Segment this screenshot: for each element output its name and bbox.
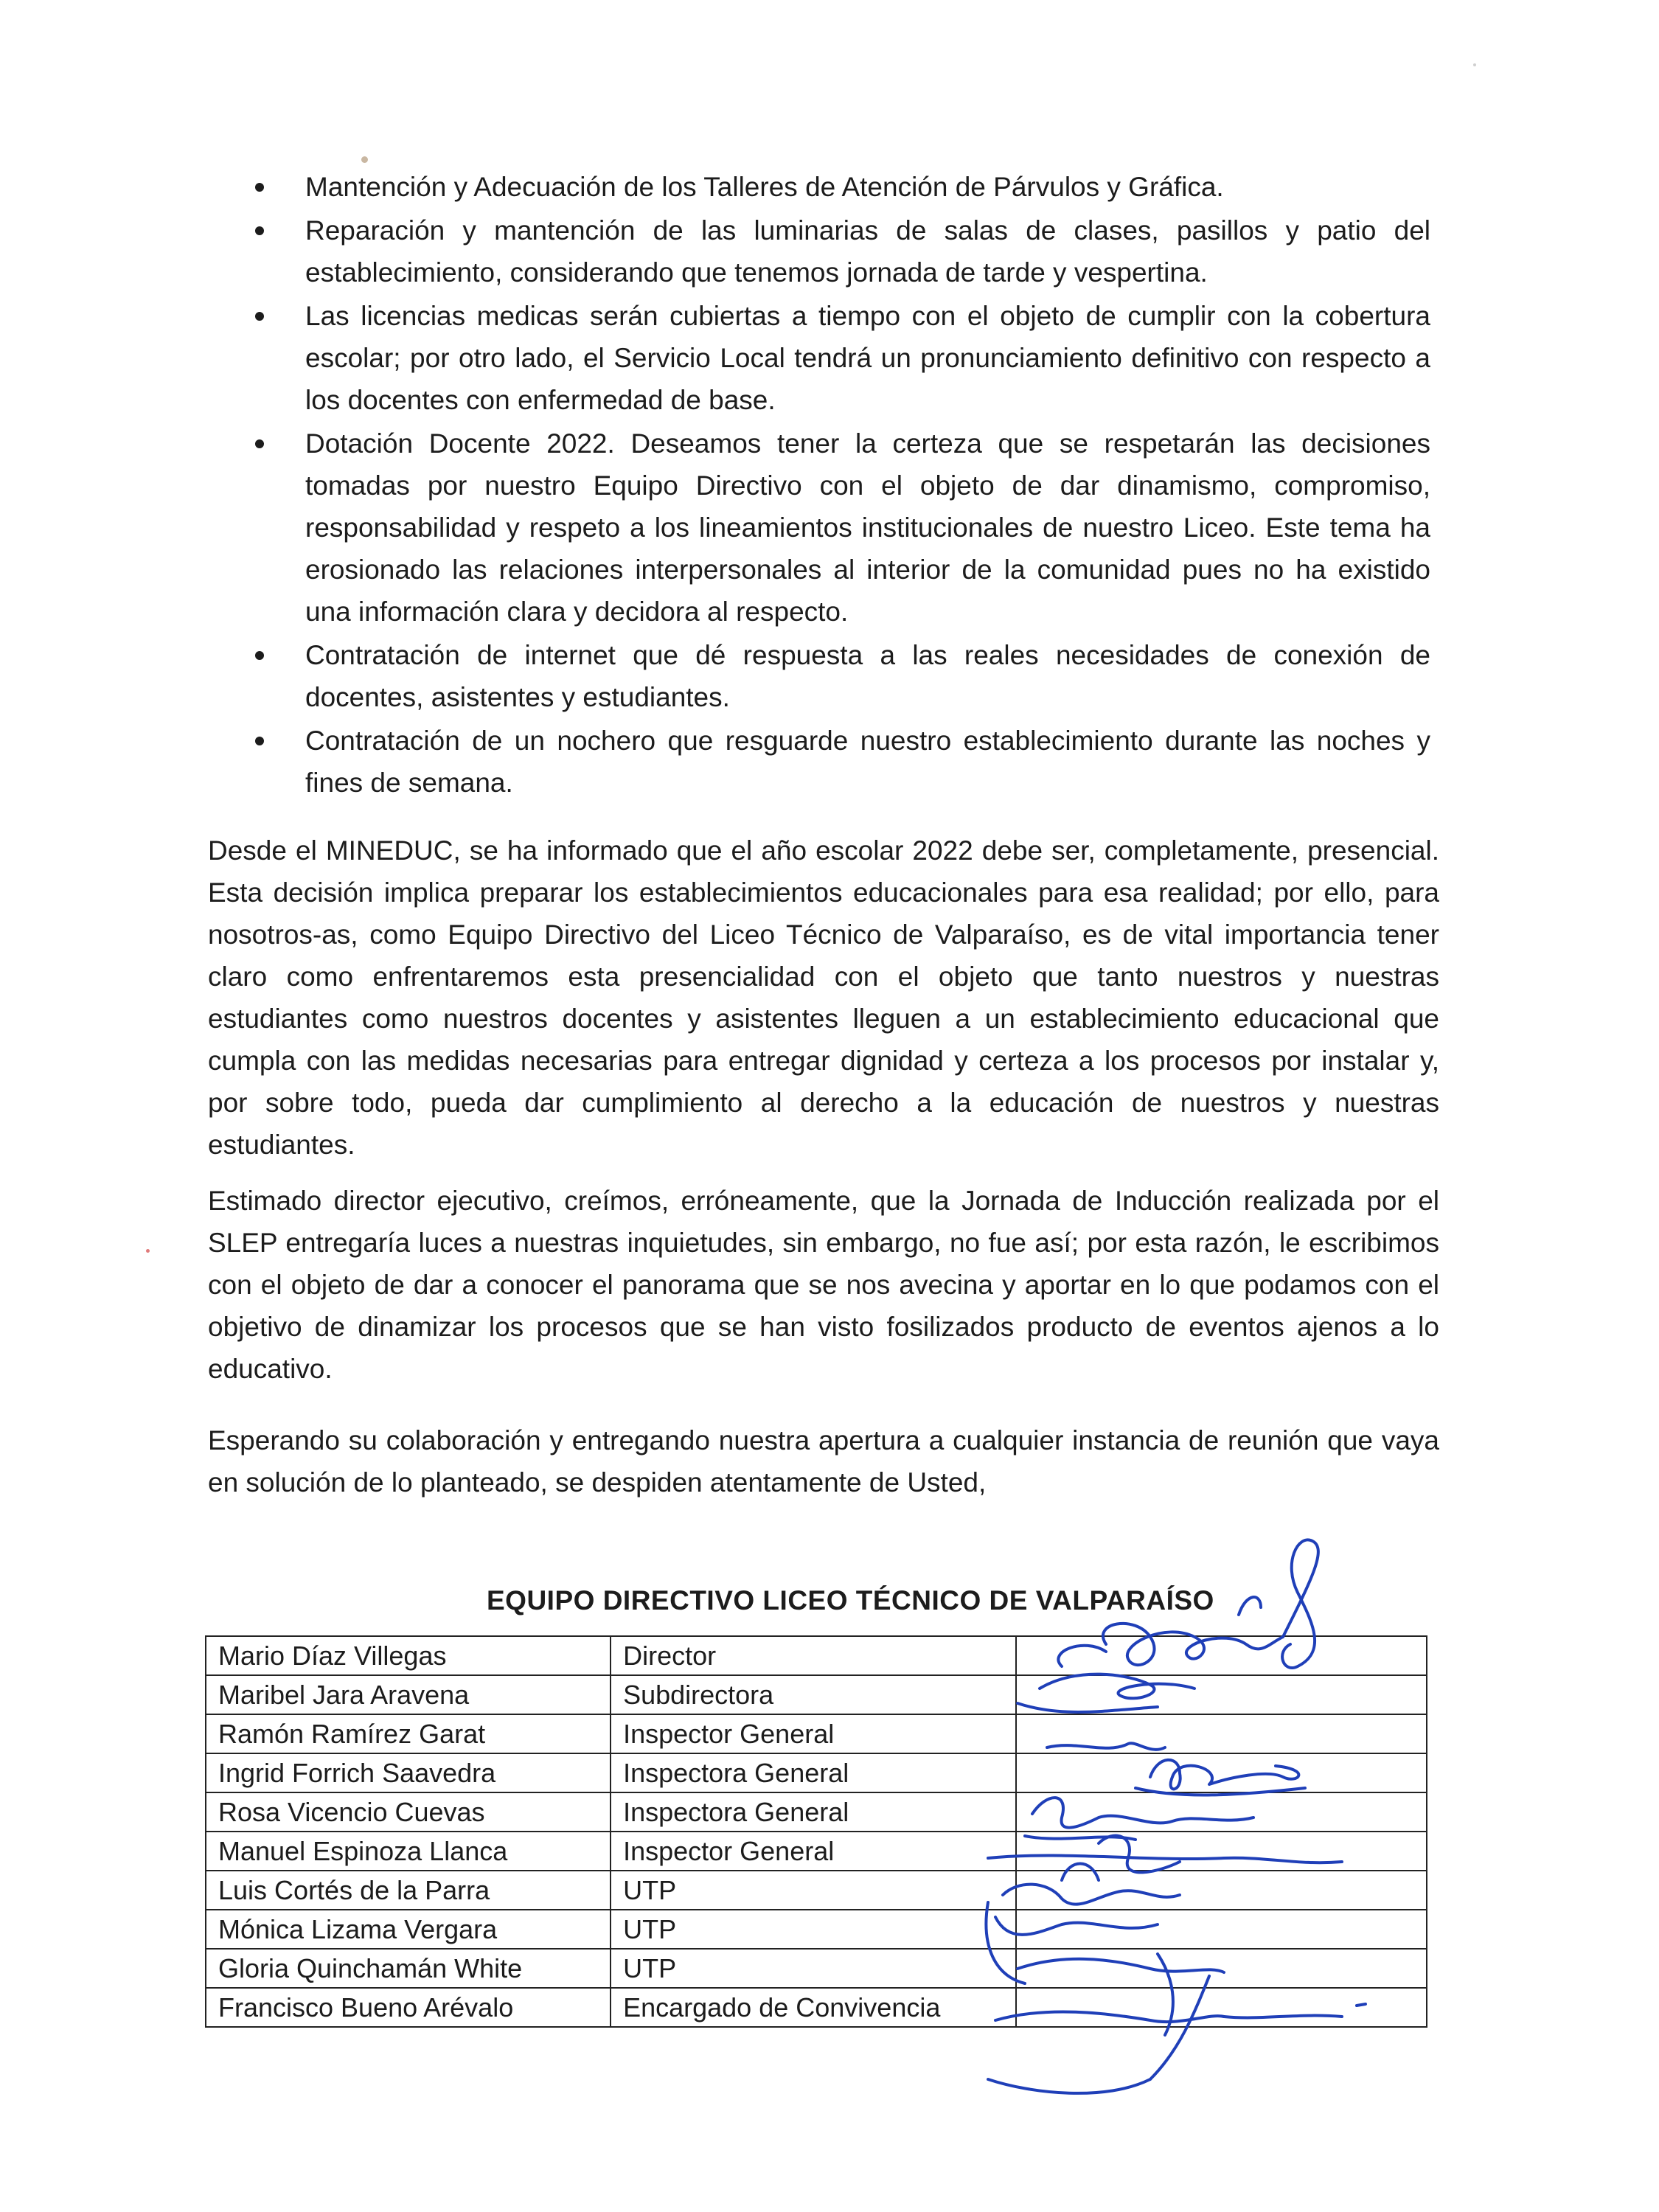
table-row [206,1636,1427,1675]
member-role: Inspectora General [611,1792,1016,1832]
table-row [206,1949,1427,1988]
list-item [243,720,1430,804]
scan-speck [361,156,368,163]
list-item [243,634,1430,718]
signature-cell [1016,1636,1427,1675]
table-row [206,1714,1427,1753]
table-row [206,1832,1427,1871]
table-row [206,1871,1427,1910]
member-name: Francisco Bueno Arévalo [206,1988,611,2027]
list-item-text: Reparación y mantención de las luminarias de salas de clases, pasillos y patio del establecimiento, considerando que tenemos jornada de tarde y vespertina. [305,215,1430,288]
member-role: Encargado de Convivencia [611,1988,1016,2027]
member-role: Subdirectora [611,1675,1016,1714]
list-item [243,295,1430,421]
list-item-text: Contratación de un nochero que resguarde nuestro establecimiento durante las noches y fines de semana. [305,726,1430,798]
member-role: Inspector General [611,1714,1016,1753]
paragraph-induction: Estimado director ejecutivo, creímos, erróneamente, que la Jornada de Inducción realizada por el SLEP entregaría luces a nuestras inquietudes, sin embargo, no fue así; por esta razón, le escribimos con el objeto de dar a conocer el panorama que se nos avecina y aportar en lo que podamos con el objetivo de dinamizar los procesos que se han visto fosilizados producto de eventos ajenos a lo educativo. [208,1186,1439,1384]
list-item [243,422,1430,633]
table-row [206,1675,1427,1714]
signature-cell [1016,1753,1427,1792]
bullet-dot-icon [255,312,264,321]
signature-cell [1016,1792,1427,1832]
bullet-dot-icon [255,651,264,660]
member-name: Mónica Lizama Vergara [206,1910,611,1949]
table-row [206,1792,1427,1832]
signature-cell [1016,1910,1427,1949]
member-name: Luis Cortés de la Parra [206,1871,611,1910]
team-table [205,1635,1427,2028]
member-name: Maribel Jara Aravena [206,1675,611,1714]
bullet-dot-icon [255,737,264,745]
member-role: UTP [611,1910,1016,1949]
signature-cell [1016,1714,1427,1753]
paragraph-presencial: Desde el MINEDUC, se ha informado que el año escolar 2022 debe ser, completamente, presencial. Esta decisión implica preparar los establecimientos educacionales para esa realidad; por ello, para nosotros-as, como Equipo Directivo del Liceo Técnico de Valparaíso, es de vital importancia tener claro como enfrentaremos esta presencialidad con el objeto que tanto nuestros y nuestras estudiantes como nuestros docentes y asistentes lleguen a un establecimiento educacional que cumpla con las medidas necesarias para entregar dignidad y certeza a los procesos por instalar y, por sobre todo, pueda dar cumplimiento al derecho a la educación de nuestros y nuestras estudiantes. [208,835,1439,1160]
requests-list [243,166,1430,805]
list-item-text: Mantención y Adecuación de los Talleres de Atención de Párvulos y Gráfica. [305,172,1224,202]
member-role: Inspectora General [611,1753,1016,1792]
list-item [243,166,1430,208]
member-name: Rosa Vicencio Cuevas [206,1792,611,1832]
member-role: Director [611,1636,1016,1675]
signature-cell [1016,1988,1427,2027]
signature-cell [1016,1949,1427,1988]
list-item-text: Dotación Docente 2022. Deseamos tener la certeza que se respetarán las decisiones tomadas por nuestro Equipo Directivo con el objeto de dar dinamismo, compromiso, responsabilidad y respeto a los lineamientos institucionales de nuestro Liceo. Este tema ha erosionado las relaciones interpersonales al interior de la comunidad pues no ha existido una información clara y decidora al respecto. [305,428,1430,627]
signature-cell [1016,1675,1427,1714]
paragraph-closing: Esperando su colaboración y entregando nuestra apertura a cualquier instancia de reunión que vaya en solución de lo planteado, se despiden atentamente de Usted, [208,1425,1439,1498]
member-role: UTP [611,1949,1016,1988]
scan-speck [1473,63,1476,66]
member-name: Ingrid Forrich Saavedra [206,1753,611,1792]
scan-speck [146,1249,150,1253]
list-item-text: Contratación de internet que dé respuesta a las reales necesidades de conexión de docentes, asistentes y estudiantes. [305,640,1430,712]
bullet-dot-icon [255,183,264,192]
member-name: Mario Díaz Villegas [206,1636,611,1675]
signature-cell [1016,1832,1427,1871]
bullet-dot-icon [255,439,264,448]
member-role: Inspector General [611,1832,1016,1871]
list-item [243,209,1430,293]
signature-cell [1016,1871,1427,1910]
member-name: Manuel Espinoza Llanca [206,1832,611,1871]
member-role: UTP [611,1871,1016,1910]
list-item-text: Las licencias medicas serán cubiertas a tiempo con el objeto de cumplir con la cobertura escolar; por otro lado, el Servicio Local tendrá un pronunciamiento definitivo con respecto a los docentes con enfermedad de base. [305,301,1430,415]
table-row [206,1988,1427,2027]
bullet-dot-icon [255,226,264,235]
member-name: Ramón Ramírez Garat [206,1714,611,1753]
member-name: Gloria Quinchamán White [206,1949,611,1988]
table-row [206,1910,1427,1949]
table-row [206,1753,1427,1792]
team-title: EQUIPO DIRECTIVO LICEO TÉCNICO DE VALPARAÍSO [487,1585,1214,1615]
